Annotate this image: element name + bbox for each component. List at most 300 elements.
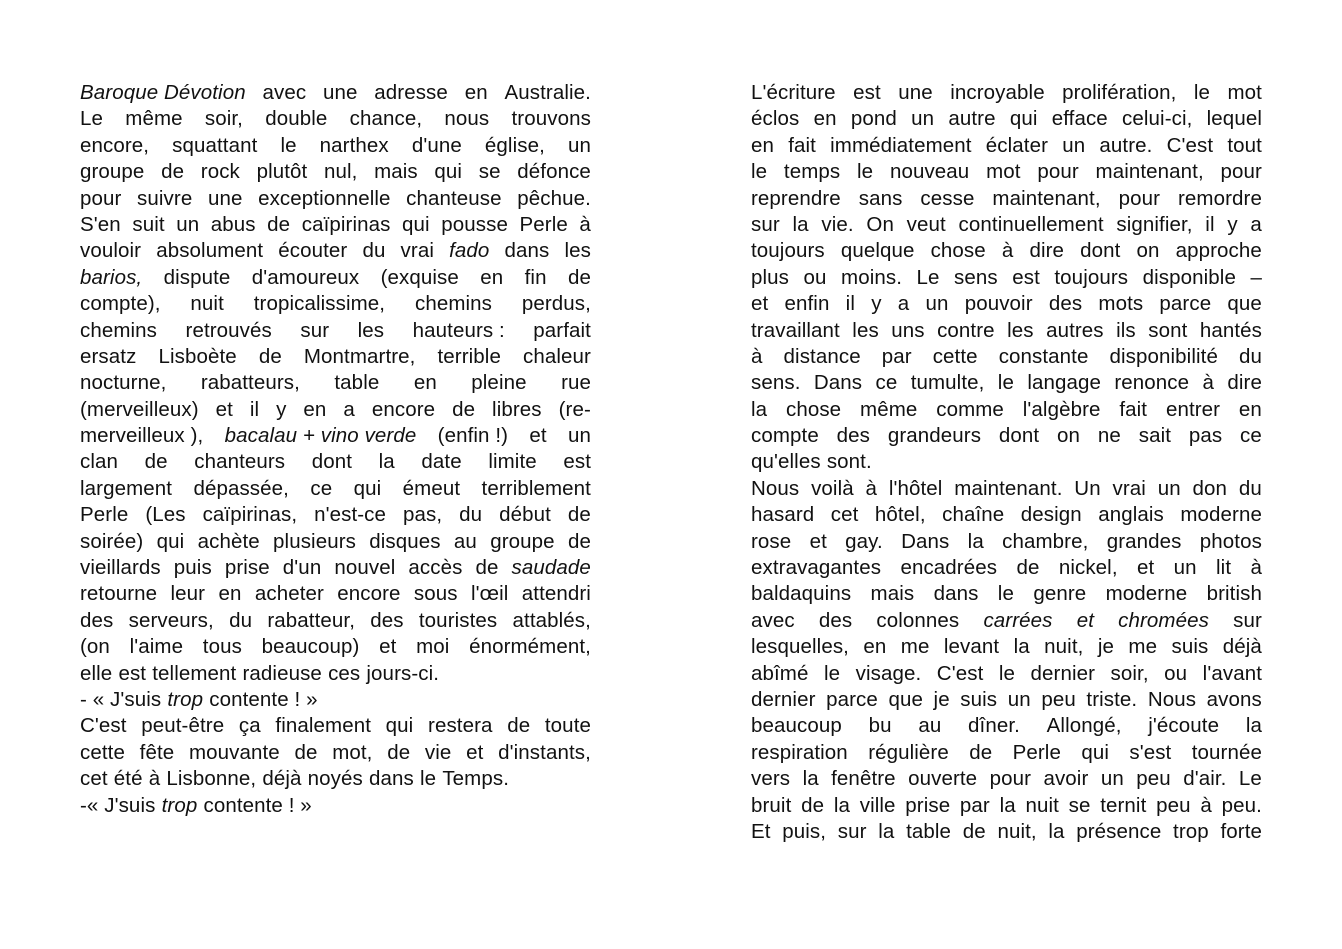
text-line	[80, 238, 591, 264]
word: acheter	[254, 582, 324, 606]
word: retourne	[80, 582, 158, 606]
word: puis	[173, 556, 212, 580]
word: ou	[1164, 661, 1188, 685]
word: le	[1193, 81, 1211, 104]
word: caïpirinas,	[202, 503, 298, 527]
word: ternit	[1100, 793, 1147, 817]
word: qui	[1009, 107, 1038, 131]
word: d'un	[282, 556, 322, 580]
word: des	[836, 424, 871, 448]
word: une	[322, 81, 358, 104]
word: restera	[428, 714, 493, 738]
word: les	[564, 239, 591, 263]
word: nickel,	[1058, 556, 1118, 580]
word: d'instants,	[498, 740, 591, 764]
word: y	[276, 397, 287, 421]
text-line	[80, 555, 591, 581]
word: Un	[1074, 476, 1101, 500]
word: à	[148, 767, 161, 791]
text-line	[80, 766, 591, 792]
word: contre	[937, 318, 995, 342]
word: y	[1227, 212, 1238, 236]
italic-word: trop	[161, 793, 198, 817]
word: l'aime	[129, 635, 184, 659]
word: respiration	[751, 740, 848, 764]
word: cet	[830, 503, 859, 527]
word: d'air.	[1183, 767, 1227, 791]
word: de	[258, 344, 282, 368]
word: s'est	[1129, 740, 1172, 764]
word: sens.	[751, 371, 801, 395]
text-line	[80, 423, 591, 449]
text-line	[751, 687, 1262, 713]
word: un	[1173, 556, 1197, 580]
word: dont	[311, 450, 353, 474]
text-line	[751, 661, 1262, 687]
word: cette	[932, 344, 978, 368]
word: visage.	[855, 661, 922, 685]
text-line	[80, 159, 591, 185]
word: suit	[132, 212, 165, 236]
text-line	[751, 581, 1262, 607]
word: disques	[369, 529, 441, 553]
word: qui	[353, 476, 382, 500]
word: par	[881, 344, 912, 368]
text-line	[751, 793, 1262, 819]
word: le	[998, 661, 1016, 685]
word: mot,	[332, 740, 373, 764]
word: fenêtre	[831, 767, 896, 791]
word: caïpirinas	[301, 212, 391, 236]
word: largement	[80, 476, 173, 500]
word: même	[860, 397, 918, 421]
word: que	[888, 687, 923, 711]
word: au	[918, 714, 942, 738]
word: prolifération,	[1062, 81, 1177, 104]
word: ces	[328, 661, 361, 685]
word: quelque	[840, 239, 915, 263]
word: autre.	[1099, 133, 1153, 157]
word: parce	[1159, 292, 1212, 316]
word: émeut	[402, 476, 461, 500]
word: à	[1250, 556, 1262, 580]
word: Perle	[519, 212, 568, 236]
word: encore,	[80, 133, 150, 157]
word: à	[751, 344, 763, 368]
word: y	[871, 292, 882, 316]
word: ne	[1097, 424, 1121, 448]
word: vie	[424, 740, 452, 764]
word: entrer	[1165, 397, 1221, 421]
word: gay.	[845, 529, 883, 553]
word: de	[567, 265, 591, 289]
word: et	[215, 397, 233, 421]
word: compte),	[80, 292, 161, 316]
text-line	[751, 819, 1262, 845]
word: nouvel	[334, 556, 396, 580]
word: soir,	[1110, 661, 1149, 685]
word: encore	[337, 582, 401, 606]
word: mouvante	[188, 740, 280, 764]
word: renonce	[1114, 371, 1190, 395]
word: groupe	[80, 160, 145, 184]
word: pour	[989, 767, 1032, 791]
word: abîmé	[751, 661, 809, 685]
word: je	[1097, 635, 1114, 659]
italic-word: Baroque Dévotion	[80, 81, 246, 104]
word: trouvons	[511, 107, 591, 131]
word: vers	[751, 767, 791, 791]
word: Lisbonne,	[166, 767, 257, 791]
word: finalement	[275, 714, 371, 738]
word: l'avant	[1202, 661, 1262, 685]
word: en	[1238, 397, 1262, 421]
word: beaucoup)	[261, 635, 360, 659]
italic-word: trop	[167, 687, 204, 711]
word: grandes	[1106, 529, 1182, 553]
word: église,	[484, 133, 545, 157]
word: la	[878, 819, 895, 843]
word: double	[265, 107, 328, 131]
word: qui	[402, 212, 430, 236]
text-line	[751, 212, 1262, 238]
word: me	[900, 635, 930, 659]
word: temps	[783, 160, 841, 184]
word: chanteuse	[406, 186, 502, 210]
text-line	[751, 423, 1262, 449]
word: la	[967, 529, 984, 553]
text-line	[80, 713, 591, 739]
word: Et	[751, 819, 771, 843]
word: qui	[1081, 740, 1109, 764]
word: a	[1250, 212, 1262, 236]
word: une	[207, 186, 243, 210]
word: été	[113, 767, 143, 791]
word: de	[969, 740, 993, 764]
word: nocturne,	[80, 371, 167, 395]
word: déjà	[262, 767, 302, 791]
word: dispute	[163, 265, 231, 289]
word: hasard	[751, 503, 815, 527]
italic-word: saudade	[511, 556, 591, 580]
italic-word: chromées	[1118, 608, 1209, 632]
word: table	[906, 819, 952, 843]
word: Nous	[1147, 687, 1197, 711]
word: serveurs,	[128, 608, 214, 632]
word: ça	[238, 714, 261, 738]
word: peut-être	[141, 714, 225, 738]
word: même	[125, 107, 183, 131]
word: maintenant,	[992, 186, 1101, 210]
word: (on	[80, 635, 110, 659]
word: toute	[544, 714, 591, 738]
word: un	[1007, 687, 1031, 711]
word: le	[997, 582, 1014, 606]
word: Nous	[751, 476, 800, 500]
word: en	[218, 582, 242, 606]
word: cette	[80, 740, 125, 764]
word: Temps.	[442, 767, 510, 791]
word: pas	[1188, 424, 1223, 448]
word: dont	[1080, 239, 1121, 263]
text-line	[80, 634, 591, 660]
word: signifier,	[1116, 212, 1193, 236]
text-line	[751, 370, 1262, 396]
word: tournée	[1191, 740, 1262, 764]
word: mots	[1098, 292, 1144, 316]
word: trop	[1173, 819, 1209, 843]
word: la	[751, 397, 768, 421]
word: dernier	[751, 687, 816, 711]
text-line	[80, 265, 591, 291]
word: de	[267, 212, 291, 236]
word: -« J'suis	[80, 793, 156, 817]
word: sont	[1148, 318, 1188, 342]
word: encore	[371, 397, 436, 421]
italic-word: barios,	[80, 265, 143, 289]
word: un	[567, 133, 591, 157]
word: abus	[210, 212, 256, 236]
word: photos	[1199, 529, 1262, 553]
word: maintenant,	[1095, 160, 1204, 184]
word: toujours	[751, 239, 825, 263]
word: extravagantes	[751, 556, 882, 580]
word: avons	[1206, 687, 1262, 711]
word: nul,	[323, 160, 358, 184]
word: sont.	[826, 450, 872, 474]
word: veut	[906, 212, 946, 236]
word: à	[579, 212, 591, 236]
word: de	[294, 740, 318, 764]
word: cesse	[920, 186, 975, 210]
word: C'est	[936, 661, 984, 685]
word: Australie.	[504, 81, 591, 104]
word: table	[334, 371, 380, 395]
word: parce	[826, 687, 878, 711]
word: pêchue.	[517, 186, 591, 210]
word: bu	[868, 714, 892, 738]
word: terrible	[437, 344, 501, 368]
word: du	[459, 503, 483, 527]
word: chance,	[349, 107, 423, 131]
word: compte	[751, 424, 819, 448]
word: éclater	[985, 133, 1048, 157]
word: fait	[788, 133, 816, 157]
word: fin	[524, 265, 547, 289]
word: (exquise	[380, 265, 459, 289]
word: plusieurs	[273, 529, 356, 553]
word: moderne	[1105, 582, 1188, 606]
word: chaleur	[523, 344, 591, 368]
word: des	[818, 608, 853, 632]
word: libres	[492, 397, 542, 421]
word: Perle	[1012, 740, 1061, 764]
word: pour	[1118, 186, 1161, 210]
word: grandeurs	[887, 424, 982, 448]
word: qu'elles	[751, 450, 821, 474]
word: nous	[444, 107, 490, 131]
text-line	[751, 766, 1262, 792]
word: C'est	[80, 714, 127, 738]
word: et	[751, 292, 769, 316]
word: (re-	[558, 397, 591, 421]
word: avoir	[1043, 767, 1089, 791]
word: on	[1057, 424, 1081, 448]
word: bruit	[751, 793, 792, 817]
word: encadrées	[900, 556, 998, 580]
word: le	[857, 160, 874, 184]
italic-word: fado	[449, 239, 490, 263]
word: un	[567, 424, 591, 448]
word: forte	[1220, 819, 1262, 843]
word: cet	[80, 767, 108, 791]
word: (Les	[145, 503, 186, 527]
word: sans	[858, 186, 903, 210]
text-line	[80, 397, 591, 423]
word: autre	[948, 107, 996, 131]
word: sous	[413, 582, 458, 606]
word: écouter	[278, 239, 348, 263]
word: constante	[998, 344, 1089, 368]
word: ersatz	[80, 344, 137, 368]
word: tout	[1227, 133, 1262, 157]
word: chaîne	[942, 503, 1005, 527]
word: (merveilleux)	[80, 397, 199, 421]
word: du	[362, 239, 386, 263]
text-line	[751, 291, 1262, 317]
text-line	[80, 186, 591, 212]
word: pour	[80, 186, 122, 210]
word: mais	[870, 582, 915, 606]
text-line	[80, 581, 591, 607]
word: en	[813, 107, 837, 131]
word: pleine	[471, 371, 527, 395]
word: contente ! »	[203, 793, 312, 817]
word: est	[563, 450, 591, 474]
word: celui-ci,	[1122, 107, 1193, 131]
word: pour	[1037, 160, 1079, 184]
text-line	[80, 740, 591, 766]
word: chemins	[414, 292, 493, 316]
word: énormément,	[469, 635, 591, 659]
word: baldaquins	[751, 582, 852, 606]
word: lequel	[1206, 107, 1262, 131]
word: retrouvés	[185, 318, 272, 342]
word: au	[453, 529, 477, 553]
text-line	[80, 793, 591, 819]
word: vieillards	[80, 556, 161, 580]
text-line	[751, 133, 1262, 159]
word: soirée)	[80, 529, 144, 553]
word: rose	[751, 529, 792, 553]
word: genre	[1033, 582, 1087, 606]
word: colonnes	[876, 608, 960, 632]
word: de	[962, 819, 986, 843]
word: éclos	[751, 107, 800, 131]
word: la	[1013, 635, 1030, 659]
word: des	[80, 608, 114, 632]
text-line	[80, 212, 591, 238]
word: la	[1245, 714, 1262, 738]
word: remordre	[1178, 186, 1262, 210]
word: de	[387, 740, 411, 764]
word: de	[1016, 556, 1040, 580]
word: dîner.	[968, 714, 1020, 738]
word: moi	[416, 635, 450, 659]
word: S'en	[80, 212, 121, 236]
word: vrai	[1112, 476, 1146, 500]
word: le	[823, 661, 841, 685]
word: ville	[859, 793, 896, 817]
word: don	[1192, 476, 1228, 500]
text-line	[751, 713, 1262, 739]
word: uns	[891, 318, 925, 342]
word: présence	[1076, 819, 1162, 843]
word: et	[809, 529, 827, 553]
text-line	[751, 344, 1262, 370]
word: tropicalissime,	[253, 292, 386, 316]
word: tumulte,	[910, 371, 985, 395]
word: noyés	[307, 767, 363, 791]
word: la	[833, 793, 850, 817]
text-line	[751, 397, 1262, 423]
word: ce	[875, 371, 898, 395]
word: un	[1157, 476, 1181, 500]
word: mot	[1227, 81, 1262, 104]
word: hauteurs :	[412, 318, 505, 342]
text-line	[751, 502, 1262, 528]
word: qui	[156, 529, 185, 553]
right-page	[751, 80, 1262, 845]
word: sur	[751, 212, 780, 236]
word: de	[452, 397, 476, 421]
word: groupe	[490, 529, 555, 553]
text-line	[80, 106, 591, 132]
word: l'hôtel	[888, 476, 943, 500]
word: jours-ci.	[366, 661, 440, 685]
text-line	[80, 661, 591, 687]
text-line	[80, 370, 591, 396]
word: nouveau	[889, 160, 970, 184]
word: ce	[310, 476, 333, 500]
word: sur	[837, 819, 867, 843]
word: adresse	[374, 81, 448, 104]
word: à	[1200, 793, 1212, 817]
word: rue	[561, 371, 591, 395]
word: pouvoir	[964, 292, 1033, 316]
word: absolument	[156, 239, 264, 263]
word: dans	[369, 767, 414, 791]
word: les	[852, 318, 879, 342]
word: dernier	[1030, 661, 1096, 685]
word: mais	[374, 160, 418, 184]
word: sur	[300, 318, 330, 342]
word: Allongé,	[1046, 714, 1122, 738]
word: du	[1238, 476, 1262, 500]
word: j'écoute	[1148, 714, 1220, 738]
text-line	[751, 476, 1262, 502]
word: chambre,	[1002, 529, 1089, 553]
word: un	[925, 292, 949, 316]
word: nuit,	[1044, 635, 1084, 659]
text-line	[751, 159, 1262, 185]
word: nuit	[1025, 793, 1059, 817]
word: plus	[751, 265, 790, 289]
word: dépassée,	[193, 476, 289, 500]
word: suis	[1171, 635, 1209, 659]
word: vie.	[821, 212, 854, 236]
text-line	[80, 291, 591, 317]
